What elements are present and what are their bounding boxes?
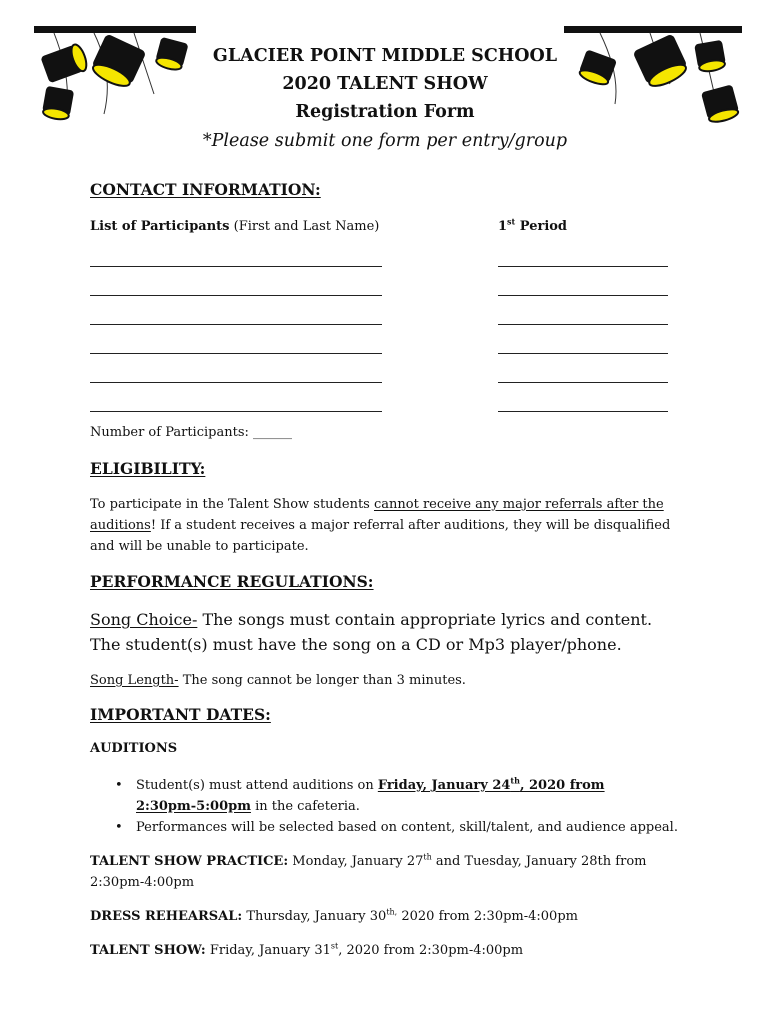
bullet-icon: • xyxy=(115,778,123,793)
participant-period-field-4[interactable] xyxy=(498,353,668,354)
rehearsal-date xyxy=(90,906,690,927)
rehearsal-text-b: 2020 from 2:30pm-4:00pm xyxy=(397,909,578,924)
bullet-icon: • xyxy=(115,820,123,835)
song-length-rule xyxy=(90,670,690,691)
auditions-text-end: in the cafeteria. xyxy=(250,799,360,814)
contact-section-title: CONTACT INFORMATION: xyxy=(90,180,321,199)
participant-name-field-5[interactable] xyxy=(90,382,382,383)
dates-section-title: IMPORTANT DATES: xyxy=(90,705,271,724)
show-text-a: Friday, January 31 xyxy=(205,943,331,958)
song-length-text: The song cannot be longer than 3 minutes. xyxy=(178,673,466,688)
participants-label: List of Participants xyxy=(90,219,230,234)
period-column-header xyxy=(498,216,568,234)
form-note: *Please submit one form per entry/group xyxy=(202,131,568,151)
practice-text-b: and Tuesday, January 28th from 2:30pm-4:00pm xyxy=(90,854,647,890)
auditions-title: AUDITIONS xyxy=(90,741,178,756)
auditions-date-sup: th xyxy=(510,775,520,786)
auditions-date-b: , 2020 from 2:30pm-5:00pm xyxy=(136,778,605,814)
eligibility-text-emphasis: cannot receive any major referrals after the auditions xyxy=(90,497,664,533)
school-name: GLACIER POINT MIDDLE SCHOOL xyxy=(212,46,558,66)
form-header xyxy=(150,42,620,156)
period-label-text: Period xyxy=(515,219,568,234)
participant-name-field-2[interactable] xyxy=(90,295,382,296)
list-item xyxy=(90,775,700,817)
period-label-superscript: st xyxy=(507,216,516,227)
participant-period-field-2[interactable] xyxy=(498,295,668,296)
participant-name-field-3[interactable] xyxy=(90,324,382,325)
song-choice-rule xyxy=(90,607,680,657)
eligibility-text-start: To participate in the Talent Show students xyxy=(90,497,374,512)
rehearsal-sup: th, xyxy=(386,907,398,917)
show-text-b: , 2020 from 2:30pm-4:00pm xyxy=(338,943,524,958)
eligibility-text xyxy=(90,494,690,557)
event-name: 2020 TALENT SHOW xyxy=(282,74,488,94)
auditions-list xyxy=(90,775,700,838)
selection-criteria-text: Performances will be selected based on content, skill/talent, and audience appeal. xyxy=(136,820,678,835)
rehearsal-label: DRESS REHEARSAL: xyxy=(90,909,243,924)
participant-period-field-3[interactable] xyxy=(498,324,668,325)
rehearsal-text-a: Thursday, January 30 xyxy=(242,909,387,924)
song-choice-text: The songs must contain appropriate lyrics and content. The student(s) must have the song on a CD or Mp3 player/phone. xyxy=(90,610,653,654)
participant-name-field-1[interactable] xyxy=(90,266,382,267)
show-sup: st xyxy=(330,941,339,951)
participant-name-field-6[interactable] xyxy=(90,411,382,412)
participants-column-header xyxy=(90,219,379,234)
song-length-label: Song Length- xyxy=(90,673,179,688)
show-label: TALENT SHOW: xyxy=(90,943,206,958)
practice-text-a: Monday, January 27 xyxy=(288,854,424,869)
participant-name-field-4[interactable] xyxy=(90,353,382,354)
practice-dates xyxy=(90,851,690,893)
practice-label: TALENT SHOW PRACTICE: xyxy=(90,854,289,869)
participant-period-field-5[interactable] xyxy=(498,382,668,383)
participants-hint: (First and Last Name) xyxy=(229,219,380,234)
eligibility-text-end: ! If a student receives a major referral after auditions, they will be disqualified and will be unable to participate. xyxy=(90,518,671,554)
form-title: Registration Form xyxy=(295,102,475,122)
participant-count-field[interactable]: Number of Participants: ______ xyxy=(90,425,293,440)
auditions-date-a: Friday, January 24 xyxy=(377,778,511,793)
regulations-section-title: PERFORMANCE REGULATIONS: xyxy=(90,572,374,591)
auditions-text-start: Student(s) must attend auditions on xyxy=(136,778,378,793)
participant-period-field-1[interactable] xyxy=(498,266,668,267)
list-item xyxy=(90,817,700,838)
practice-sup: th xyxy=(423,852,432,862)
participant-period-field-6[interactable] xyxy=(498,411,668,412)
show-date xyxy=(90,940,690,961)
period-label-number: 1 xyxy=(498,219,508,234)
song-choice-label: Song Choice- xyxy=(90,610,198,629)
eligibility-section-title: ELIGIBILITY: xyxy=(90,459,206,478)
